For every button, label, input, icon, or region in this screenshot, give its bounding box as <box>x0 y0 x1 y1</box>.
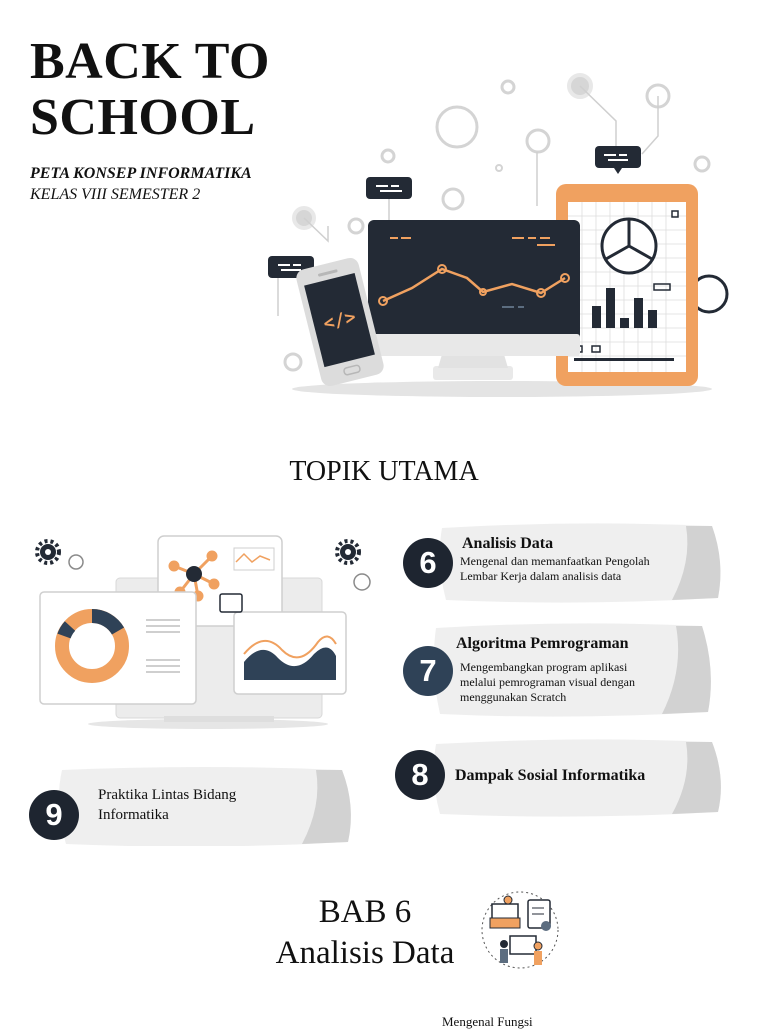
topic-number-badge: 7 <box>403 646 453 696</box>
topic-number-badge: 8 <box>395 750 445 800</box>
bottom-cut-text: Mengenal Fungsi <box>442 1014 533 1029</box>
subtitle-bold: PETA KONSEP INFORMATIKA <box>30 165 252 182</box>
chapter-title: Analisis Data <box>275 935 455 971</box>
topic-title: Algoritma Pemrograman <box>456 635 629 652</box>
subtitle-rest: KELAS VIII SEMESTER 2 <box>30 186 201 203</box>
svg-text:</>: </> <box>321 306 358 335</box>
topic-title: Praktika Lintas Bidang Informatika <box>98 787 237 823</box>
page-title <box>30 34 270 146</box>
monitor-chart-icon <box>368 220 580 380</box>
topic-number-badge: 6 <box>403 538 453 588</box>
topic-card-9[interactable] <box>26 766 356 846</box>
hero-illustration <box>262 66 742 406</box>
section-title: TOPIK UTAMA <box>289 456 479 487</box>
chapter-heading <box>0 892 730 974</box>
chapter-number: BAB 6 <box>318 894 412 930</box>
topic-description: Mengenal dan memanfaatkan Pengolah Lembar Kerja dalam analisis data <box>460 554 650 583</box>
topic-title: Analisis Data <box>462 535 554 552</box>
presentation-people-icon <box>478 888 562 972</box>
topic-card-8[interactable] <box>392 738 726 818</box>
topic-description: Mengembangkan program aplikasi melalui pemrograman visual dengan menggunakan Scratch <box>460 660 635 704</box>
topic-card-7[interactable] <box>400 622 720 718</box>
topic-number-badge: 9 <box>29 790 79 840</box>
topic-title: Dampak Sosial Informatika <box>455 767 646 784</box>
title-line-2: SCHOOL <box>30 89 256 146</box>
topic-card-6[interactable] <box>400 522 725 604</box>
title-line-1: BACK TO <box>30 33 270 90</box>
dashboard-icon <box>30 532 380 732</box>
page-subtitle <box>30 163 290 205</box>
